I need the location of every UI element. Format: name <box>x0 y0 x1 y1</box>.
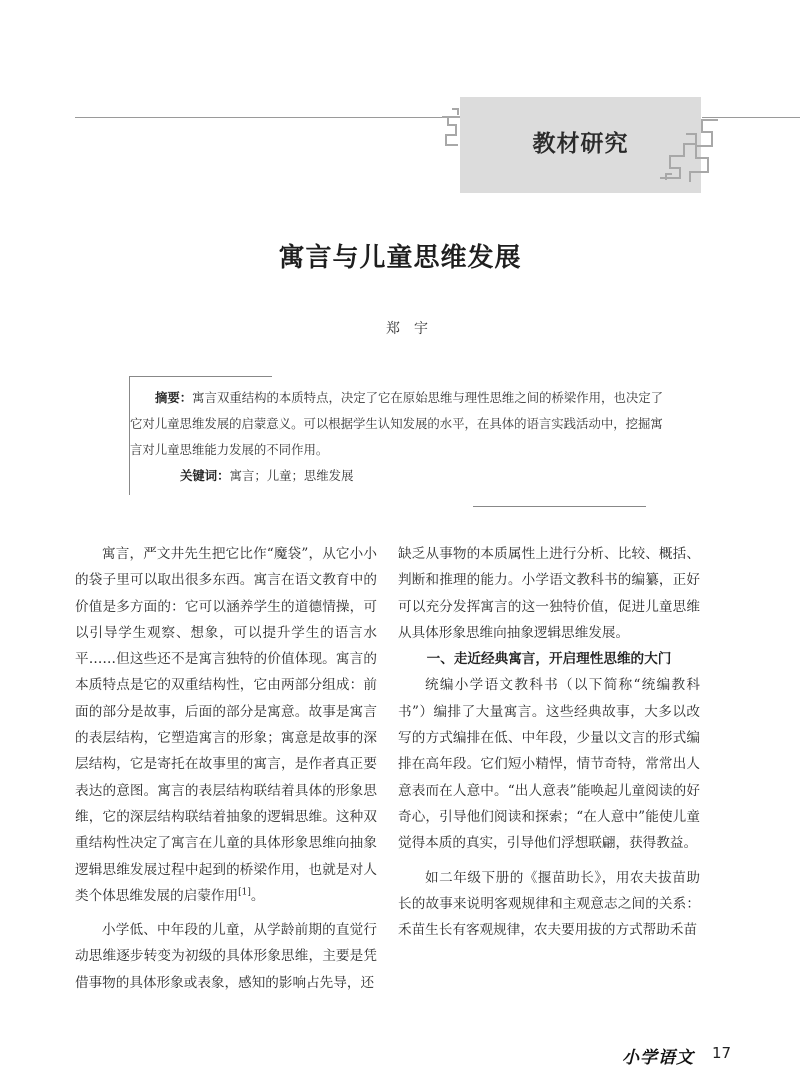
paragraph-text: 寓言，严文井先生把它比作“魔袋”，从它小小的袋子里可以取出很多东西。寓言在语文教育中的价值是多方面的：它可以涵养学生的道德情操，可以引导学生观察、想象，可以提升学生的语言水平……但这些还不是寓言独特的价值体现。寓言的本质特点是它的双重结构性，它由两部分组成：前面的部分是故事，后面的部分是寓意。故事是寓言的表层结构，它塑造寓言的形象；寓意是故事的深层结构，它是寄托在故事里的寓言，是作者真正要表达的意图。寓言的表层结构联结着具体的形象思维，它的深层结构联结着抽象的逻辑思维。这种双重结构性决定了寓言在儿童的具体形象思维向抽象逻辑思维发展过程中起到的桥梁作用，也就是对人类个体思维发展的启蒙作用 <box>75 546 377 904</box>
abstract-rule-top <box>130 376 272 377</box>
abstract-rule-bottom <box>473 506 646 507</box>
body-column-right <box>398 541 700 943</box>
abstract-block <box>130 385 670 489</box>
journal-brand: 小学语文 <box>622 1048 694 1068</box>
chinese-knot-right-icon <box>656 118 720 184</box>
body-paragraph: 如二年级下册的《揠苗助长》，用农夫拔苗助长的故事来说明客观规律和主观意志之间的关系：禾苗生长有客观规律，农夫要用拔的方式帮助禾苗 <box>398 869 700 939</box>
abstract-text: 寓言双重结构的本质特点，决定了它在原始思维与理性思维之间的桥梁作用，也决定了它对儿童思维发展的启蒙意义。可以根据学生认知发展的水平，在具体的语言实践活动中，挖掘寓言对儿童思维能力发展的不同作用。 <box>130 390 664 457</box>
section-label: 教材研究 <box>532 131 629 157</box>
abstract-paragraph <box>130 385 670 463</box>
body-paragraph: 统编小学语文教科书（以下简称“统编教科书”）编排了大量寓言。这些经典故事，大多以改写的方式编排在低、中年段，少量以文言的形式编排在高年段。它们短小精悍，情节奇特，常常出人意表而在人意中。“出人意表”能唤起儿童阅读的好奇心，引导他们阅读和探索；“在人意中”能使儿童觉得本质的真实，引导他们浮想联翩，获得教益。 <box>398 677 700 852</box>
body-paragraph <box>75 541 377 909</box>
section-heading: 一、走近经典寓言，开启理性思维的大门 <box>426 651 672 668</box>
keywords-label: 关键词： <box>180 468 230 483</box>
article-author: 郑宇 <box>386 321 442 337</box>
keywords-line <box>130 463 670 489</box>
article-title: 寓言与儿童思维发展 <box>278 243 522 273</box>
page-number: 17 <box>712 1044 732 1062</box>
header-rule-left <box>75 117 465 118</box>
body-paragraph: 小学低、中年段的儿童，从学龄前期的直觉行动思维逐步转变为初级的具体形象思维，主要是凭借事物的具体形象或表象，感知的影响占先导，还 <box>75 922 377 991</box>
abstract-label: 摘要： <box>155 390 193 405</box>
body-column-left <box>75 541 377 996</box>
body-paragraph: 缺乏从事物的本质属性上进行分析、比较、概括、判断和推理的能力。小学语文教科书的编纂，正好可以充分发挥寓言的这一独特价值，促进儿童思维从具体形象思维向抽象逻辑思维发展。 <box>398 546 700 641</box>
paragraph-end: 。 <box>250 887 265 904</box>
keywords-text: 寓言；儿童；思维发展 <box>229 468 354 483</box>
citation-marker: [1] <box>238 887 251 898</box>
